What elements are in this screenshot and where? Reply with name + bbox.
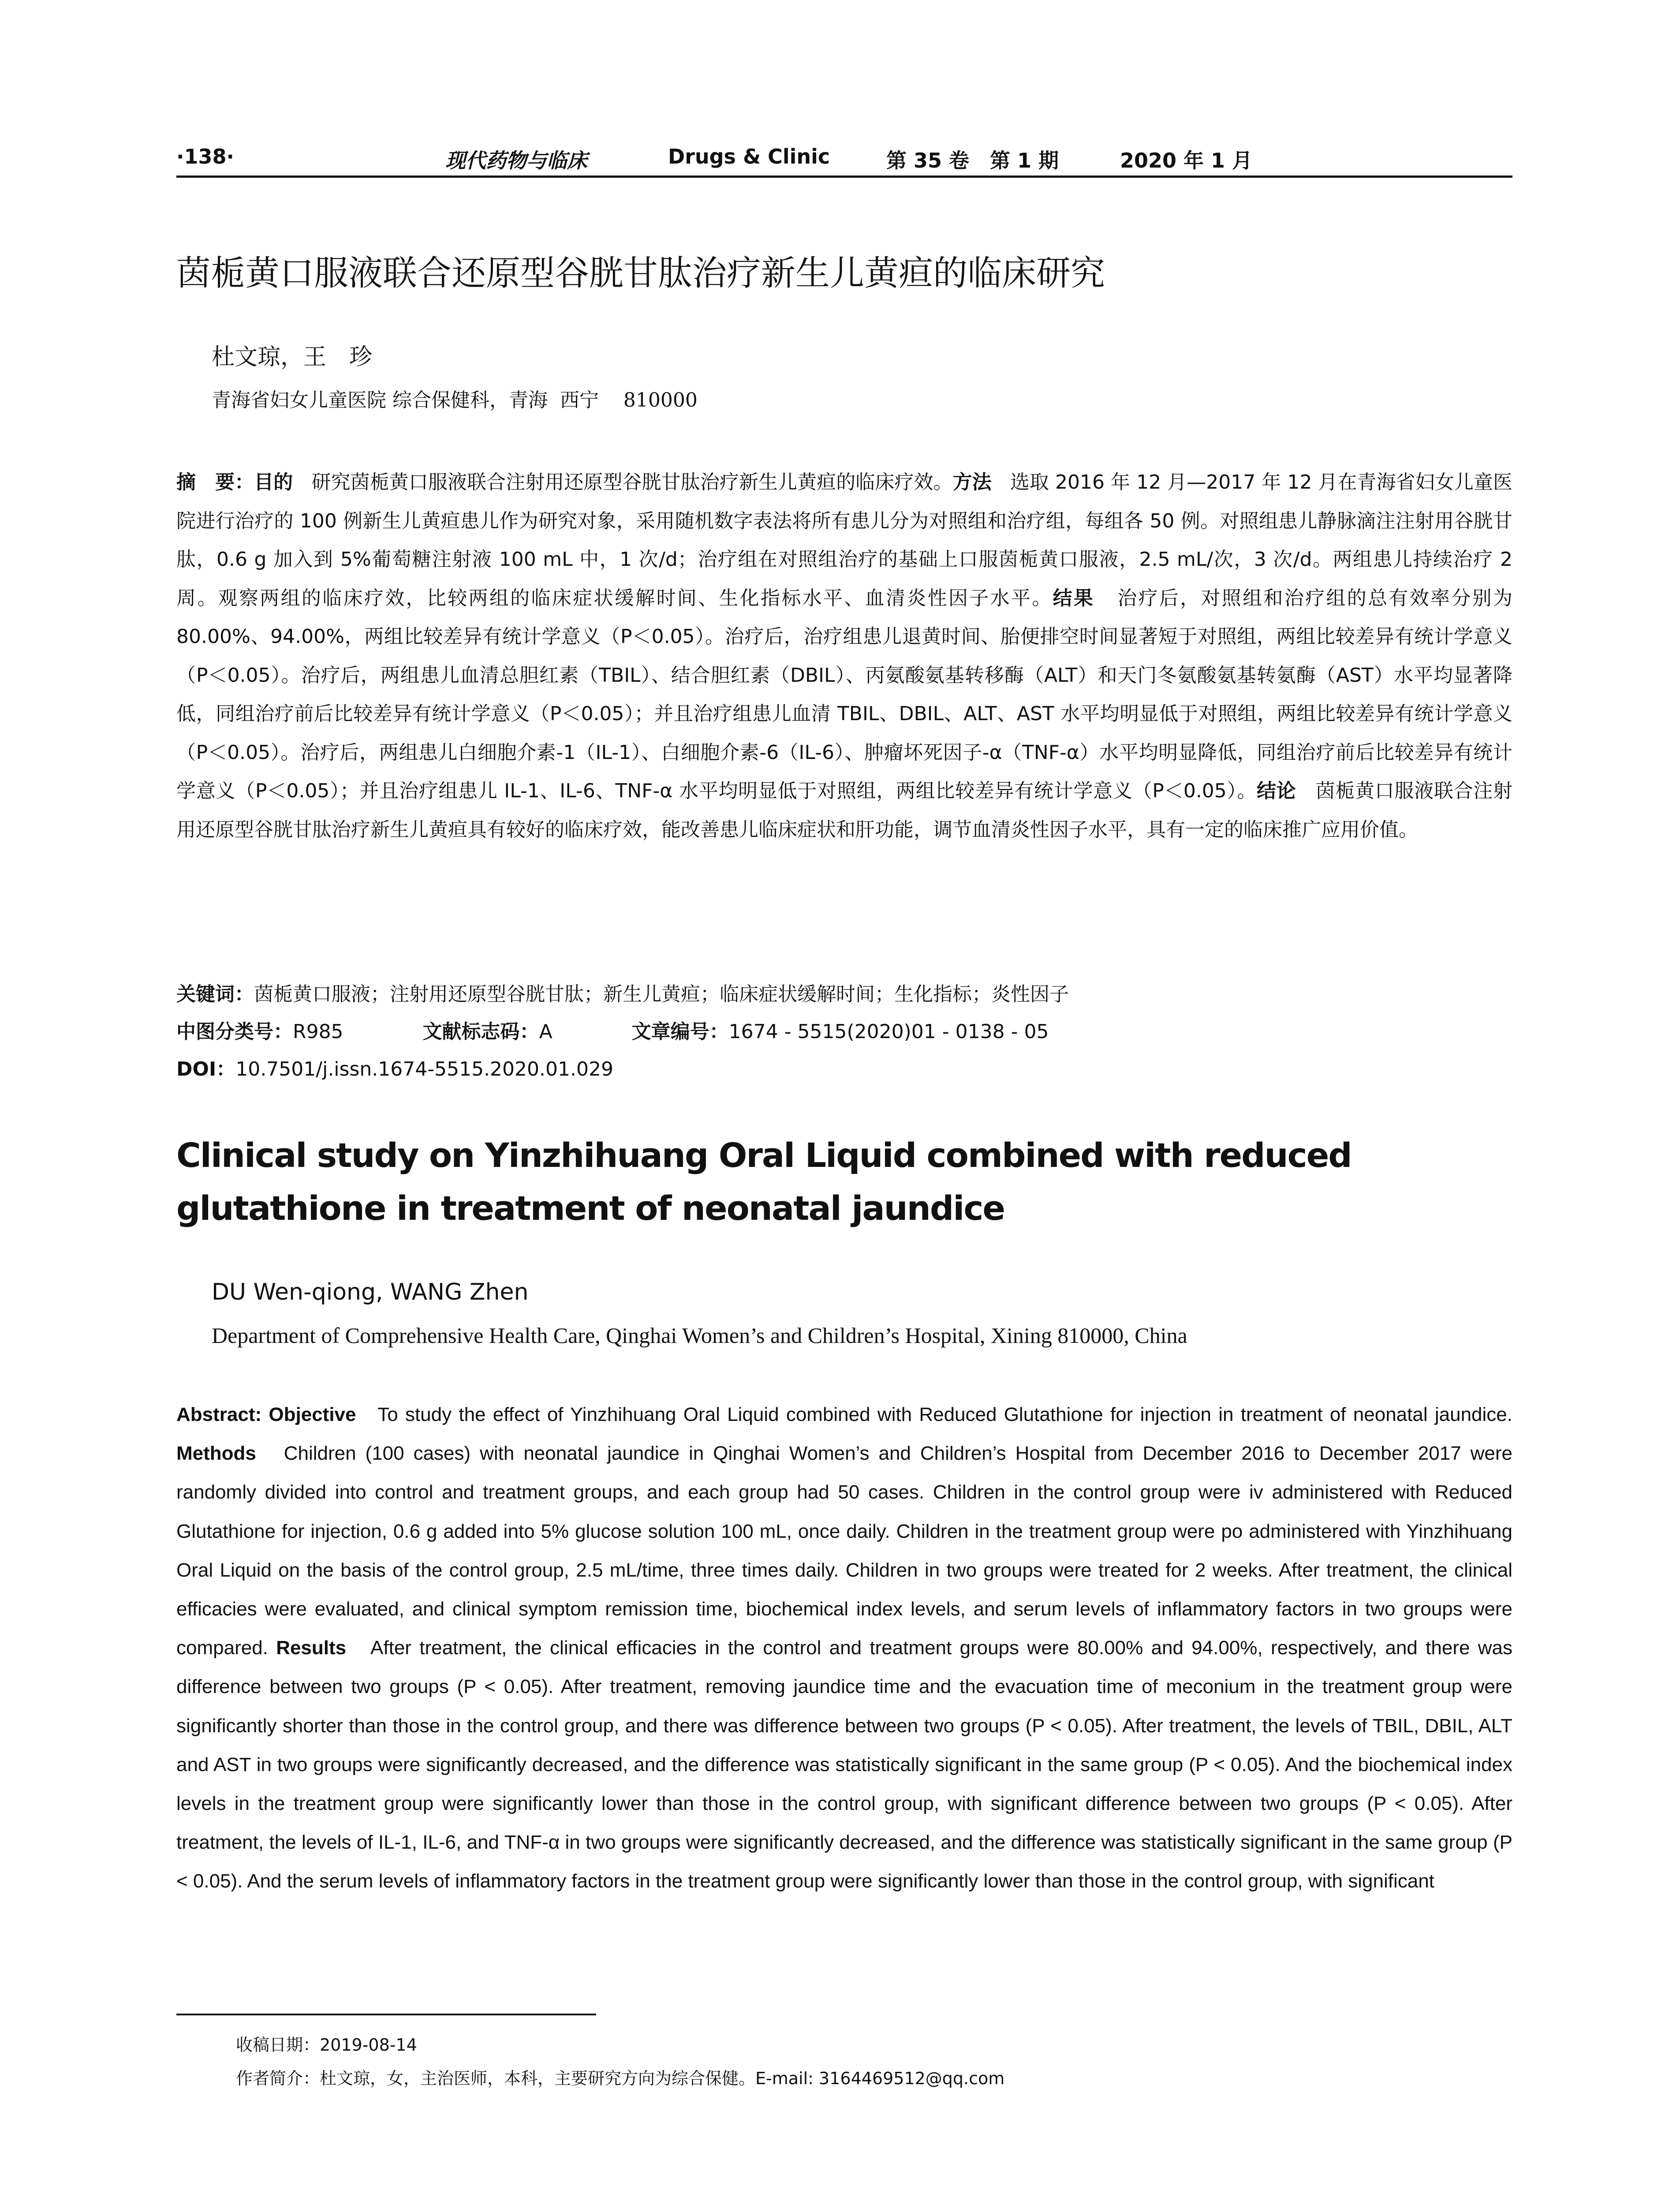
article-title-en: Clinical study on Yinzhihuang Oral Liquid combined with reduced glutathione in treatment of neonatal jaundice (176, 1136, 1351, 1228)
conclusion-text-cn: 茵栀黄口服液联合注射用还原型谷胱甘肽治疗新生儿黄疸具有较好的临床疗效，能改善患儿临床症状和肝功能，调节血清炎性因子水平，具有一定的临床推广应用价值。 (176, 780, 1513, 841)
doi-value: 10.7501/j.issn.1674-5515.2020.01.029 (235, 1058, 613, 1080)
keywords-label-cn: 关键词： (176, 983, 254, 1005)
issue: 第 1 期 (990, 149, 1059, 172)
conclusion-label-cn: 结论 (1256, 780, 1296, 802)
page-number: ·138· (176, 145, 234, 168)
volume: 第 35 卷 (886, 149, 970, 172)
received-label: 收稿日期： (236, 2035, 320, 2055)
clc-label: 中图分类号： (176, 1020, 293, 1043)
results-text-cn: 治疗后，对照组和治疗组的总有效率分别为 80.00%、94.00%，两组比较差异有统计学意义（P＜0.05）。治疗后，治疗组患儿退黄时间、胎便排空时间显著短于对照组，两组比较差异有统计学意义（P＜0.05）。治疗后，两组患儿血清总胆红素（TBIL）、结合胆红素（DBIL）、丙氨酸氨基转移酶（ALT）和天门冬氨酸氨基转氨酶（AST）水平均显著降低，同组治疗前后比较差异有统计学意义（P＜0.05）；并且治疗组患儿血清 TBIL、DBIL、ALT、AST 水平均明显低于对照组，两组比较差异有统计学意义（P＜0.05）。治疗后，两组患儿白细胞介素-1（IL-1）、白细胞介素-6（IL-6）、肿瘤坏死因子-α（TNF-α）水平均明显降低，同组治疗前后比较差异有统计学意义（P＜0.05）；并且治疗组患儿 IL-1、IL-6、TNF-α 水平均明显低于对照组，两组比较差异有统计学意义（P＜0.05）。 (176, 587, 1513, 802)
methods-label-en: Methods (176, 1443, 256, 1465)
keywords-text-cn: 茵栀黄口服液；注射用还原型谷胱甘肽；新生儿黄疸；临床症状缓解时间；生化指标；炎性因子 (254, 983, 1069, 1005)
abstract-cn (176, 463, 1512, 849)
journal-name-cn: 现代药物与临床 (445, 149, 587, 172)
objective-label-cn: 目的 (254, 471, 293, 493)
article-no-label: 文章编号： (631, 1020, 729, 1043)
clc-value: R985 (293, 1020, 343, 1043)
footnote-author (236, 2063, 1004, 2094)
abstract-label-cn: 摘 要： (176, 471, 254, 493)
running-header (176, 140, 1512, 180)
abstract-en (176, 1395, 1512, 1901)
classification-line (176, 1014, 1512, 1050)
results-text-en: After treatment, the clinical efficacies in the control and treatment groups were 80.00% and 94.00%, respectively, and there was difference between two groups (P < 0.05). After treatment, removing jaundice time and the evacuation time of meconium in the treatment group were significantly shorter than those in the control group, and there was difference between two groups (P < 0.05). After treatment, the levels of TBIL, DBIL, ALT and AST in two groups were significantly decreased, and the difference was statistically significant in the same group (P < 0.05). And the biochemical index levels in the treatment group were significantly lower than those in the control group, with significant difference between two groups (P < 0.05). After treatment, the levels of IL-1, IL-6, and TNF-α in two groups were significantly decreased, and the difference was statistically significant in the same group (P < 0.05). And the serum levels of inflammatory factors in the treatment group were significantly lower than those in the control group, with significant (176, 1637, 1512, 1892)
methods-text-cn: 选取 2016 年 12 月—2017 年 12 月在青海省妇女儿童医院进行治疗的 100 例新生儿黄疸患儿作为研究对象，采用随机数字表法将所有患儿分为对照组和治疗组，每组各 50 例。对照组患儿静脉滴注注射用谷胱甘肽，0.6 g 加入到 5%葡萄糖注射液 100 mL 中，1 次/d；治疗组在对照组治疗的基础上口服茵栀黄口服液，2.5 mL/次，3 次/d。两组患儿持续治疗 2 周。观察两组的临床疗效，比较两组的临床症状缓解时间、生化指标水平、血清炎性因子水平。 (176, 471, 1512, 609)
journal-name-en: Drugs & Clinic (668, 145, 830, 168)
affiliation-en: Department of Comprehensive Health Care, Qinghai Women’s and Children’s Hospital, Xining 810000, China (212, 1323, 1187, 1348)
doc-code-value: A (539, 1020, 553, 1043)
header-rule (176, 176, 1512, 178)
article-no-value: 1674 - 5515(2020)01 - 0138 - 05 (728, 1020, 1049, 1043)
authors-en: DU Wen-qiong, WANG Zhen (212, 1279, 529, 1305)
author-bio-label: 作者简介： (236, 2069, 320, 2088)
footnote-rule (176, 2014, 596, 2015)
methods-label-cn: 方法 (952, 471, 992, 493)
objective-text-en: To study the effect of Yinzhihuang Oral Liquid combined with Reduced Glutathione for injection in treatment of neonatal jaundice. (377, 1404, 1512, 1425)
issue-date: 2020 年 1 月 (1120, 149, 1253, 172)
doc-code-label: 文献标志码： (422, 1020, 539, 1043)
abstract-label-en: Abstract: (176, 1404, 262, 1425)
affiliation-cn: 青海省妇女儿童医院 综合保健科，青海 西宁 810000 (212, 389, 698, 411)
results-label-cn: 结果 (1053, 587, 1095, 609)
author-bio-text: 杜文琼，女，主治医师，本科，主要研究方向为综合保健。E-mail: 3164469512@qq.com (320, 2069, 1005, 2088)
methods-text-en: Children (100 cases) with neonatal jaundice in Qinghai Women’s and Children’s Hospital from December 2016 to December 2017 were randomly divided into control and treatment groups, and each group had 50 cases. Children in the control group were iv administered with Reduced Glutathione for injection, 0.6 g added into 5% glucose solution 100 mL, once daily. Children in the treatment group were po administered with Yinzhihuang Oral Liquid on the basis of the control group, 2.5 mL/time, three times daily. Children in two groups were treated for 2 weeks. After treatment, the clinical efficacies were evaluated, and clinical symptom remission time, biochemical index levels, and serum levels of inflammatory factors in two groups were compared. (176, 1443, 1512, 1659)
article-title-cn: 茵栀黄口服液联合还原型谷胱甘肽治疗新生儿黄疸的临床研究 (176, 254, 1105, 293)
results-label-en: Results (276, 1637, 347, 1659)
authors-cn: 杜文琼，王 珍 (212, 344, 373, 370)
keywords-cn (176, 977, 1512, 1012)
objective-text-cn: 研究茵栀黄口服液联合注射用还原型谷胱甘肽治疗新生儿黄疸的临床疗效。 (311, 471, 953, 493)
received-date: 2019-08-14 (320, 2035, 417, 2055)
doi-label: DOI： (176, 1058, 236, 1080)
objective-label-en: Objective (269, 1404, 356, 1425)
doi-line (176, 1052, 1512, 1087)
footnote-received (236, 2029, 417, 2060)
